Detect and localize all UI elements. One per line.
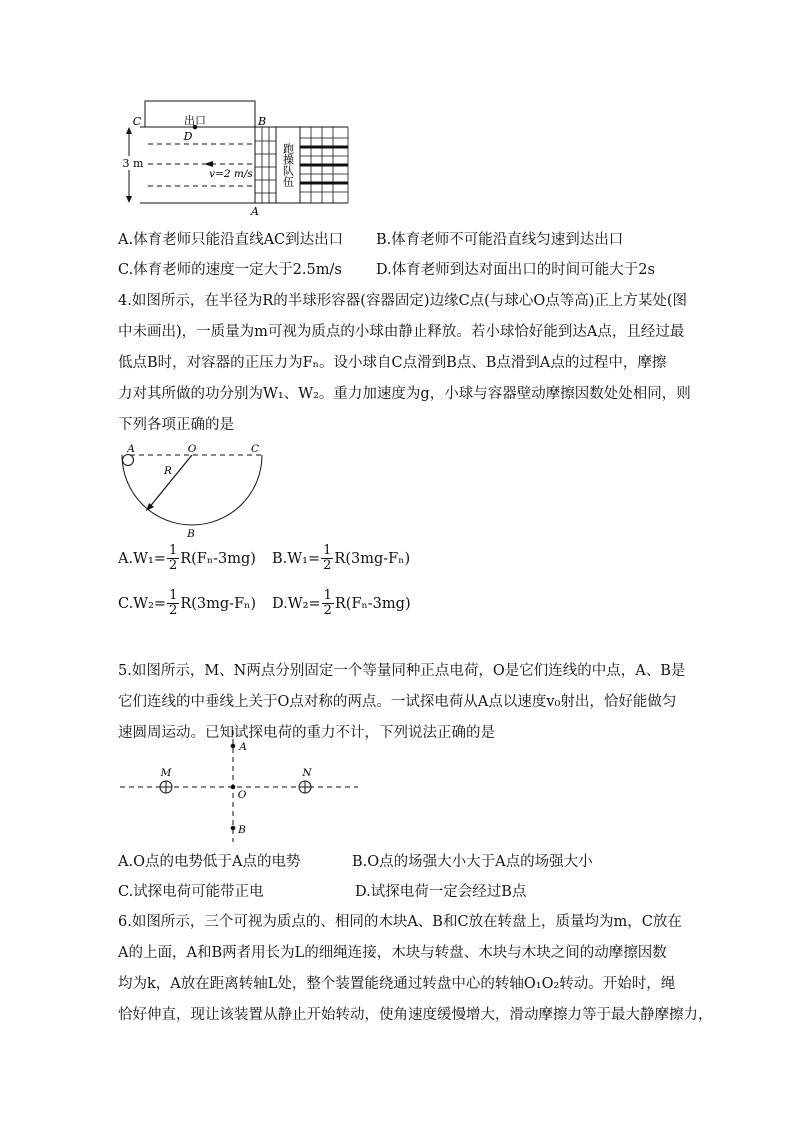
charges-figure xyxy=(118,726,368,846)
hemisphere-figure xyxy=(118,442,278,542)
q3-option-c: C.体育老师的速度一定大于2.5m/s xyxy=(118,262,342,278)
q5-option-d: D.试探电荷一定会经过B点 xyxy=(355,884,527,900)
q6-stem-line: 均为k，A放在距离转轴L处，整个装置能绕通过转盘中心的转轴O₁O₂转动。开始时，绳 xyxy=(118,976,676,992)
q4-stem-line: 中未画出)，一质量为m可视为质点的小球由静止释放。若小球恰好能到达A点，且经过最 xyxy=(118,324,685,340)
q4-stem-line: 低点B时，对容器的正压力为Fₙ。设小球自C点滑到B点、B点滑到A点的过程中，摩擦 xyxy=(118,355,667,371)
q5-option-c: C.试探电荷可能带正电 xyxy=(118,884,264,900)
charge-n-label: N xyxy=(302,767,312,779)
point-o-label: O xyxy=(237,789,247,801)
point-d-label: D xyxy=(183,130,193,143)
fraction: $\frac{1}{2}$ xyxy=(168,543,178,573)
q3-option-b: B.体育老师不可能沿直线匀速到达出口 xyxy=(376,232,624,248)
q5-stem-line: 5.如图所示，M、N两点分别固定一个等量同种正点电荷，O是它们连线的中点，A、B是 xyxy=(118,663,686,679)
charge-m-label: M xyxy=(160,767,172,779)
team-label: 跑操队伍 xyxy=(281,143,295,187)
point-b-label: B xyxy=(187,528,195,540)
q4-option-b: B.W₁= $\frac{1}{2}$ R(3mg-Fₙ) xyxy=(272,543,411,573)
point-a-label: A xyxy=(127,443,135,455)
q4-stem-line: 4.如图所示，在半径为R的半球形容器(容器固定)边缘C点(与球心O点等高)正上方某处(图 xyxy=(118,293,688,309)
point-a-label: A xyxy=(239,741,247,753)
exit-figure xyxy=(118,96,358,220)
q4-stem-line: 下列各项正确的是 xyxy=(118,417,234,433)
fraction: $\frac{1}{2}$ xyxy=(323,588,332,618)
radius-label: R xyxy=(164,465,172,477)
q5-option-a: A.O点的电势低于A点的电势 xyxy=(118,854,301,870)
exit-label: 出口 xyxy=(184,114,206,127)
q3-option-a: A.体育老师只能沿直线AC到达出口 xyxy=(118,232,344,248)
point-b-label: B xyxy=(257,115,267,128)
point-c-label: C xyxy=(250,443,260,455)
q6-stem-line: A的上面，A和B两者用长为L的细绳连接，木块与转盘、木块与木块之间的动摩擦因数 xyxy=(118,945,667,961)
q6-stem-line: 6.如图所示，三个可视为质点的、相同的木块A、B和C放在转盘上，质量均为m，C放在 xyxy=(118,914,682,930)
fraction: $\frac{1}{2}$ xyxy=(169,588,178,618)
q5-stem-line: 速圆周运动。已知试探电荷的重力不计，下列说法正确的是 xyxy=(118,725,495,741)
point-b-label: B xyxy=(238,824,246,836)
fraction: $\frac{1}{2}$ xyxy=(323,543,332,573)
q3-option-d: D.体育老师到达对面出口的时间可能大于2s xyxy=(376,262,655,278)
q6-stem-line: 恰好伸直，现让该装置从静止开始转动，使角速度缓慢增大，滑动摩擦力等于最大静摩擦力， xyxy=(118,1007,713,1023)
velocity-label: v=2 m/s xyxy=(209,168,253,180)
q5-stem-line: 它们连线的中垂线上关于O点对称的两点。一试探电荷从A点以速度v₀射出，恰好能做匀 xyxy=(118,694,677,710)
q4-option-a: A.W₁= $\frac{1}{2}$ R(Fₙ-3mg) xyxy=(118,543,256,573)
width-label: 3 m xyxy=(122,157,144,170)
q5-option-b: B.O点的场强大小大于A点的场强大小 xyxy=(352,854,593,870)
q4-stem-line: 力对其所做的功分别为W₁、W₂。重力加速度为g，小球与容器壁动摩擦因数处处相同，则 xyxy=(118,386,691,402)
q4-option-d: D.W₂= $\frac{1}{2}$ R(Fₙ-3mg) xyxy=(272,588,411,618)
point-o-label: O xyxy=(187,443,197,455)
q4-option-c: C.W₂= $\frac{1}{2}$ R(3mg-Fₙ) xyxy=(118,588,257,618)
point-c-label: C xyxy=(132,115,142,128)
point-a-label: A xyxy=(251,205,259,218)
